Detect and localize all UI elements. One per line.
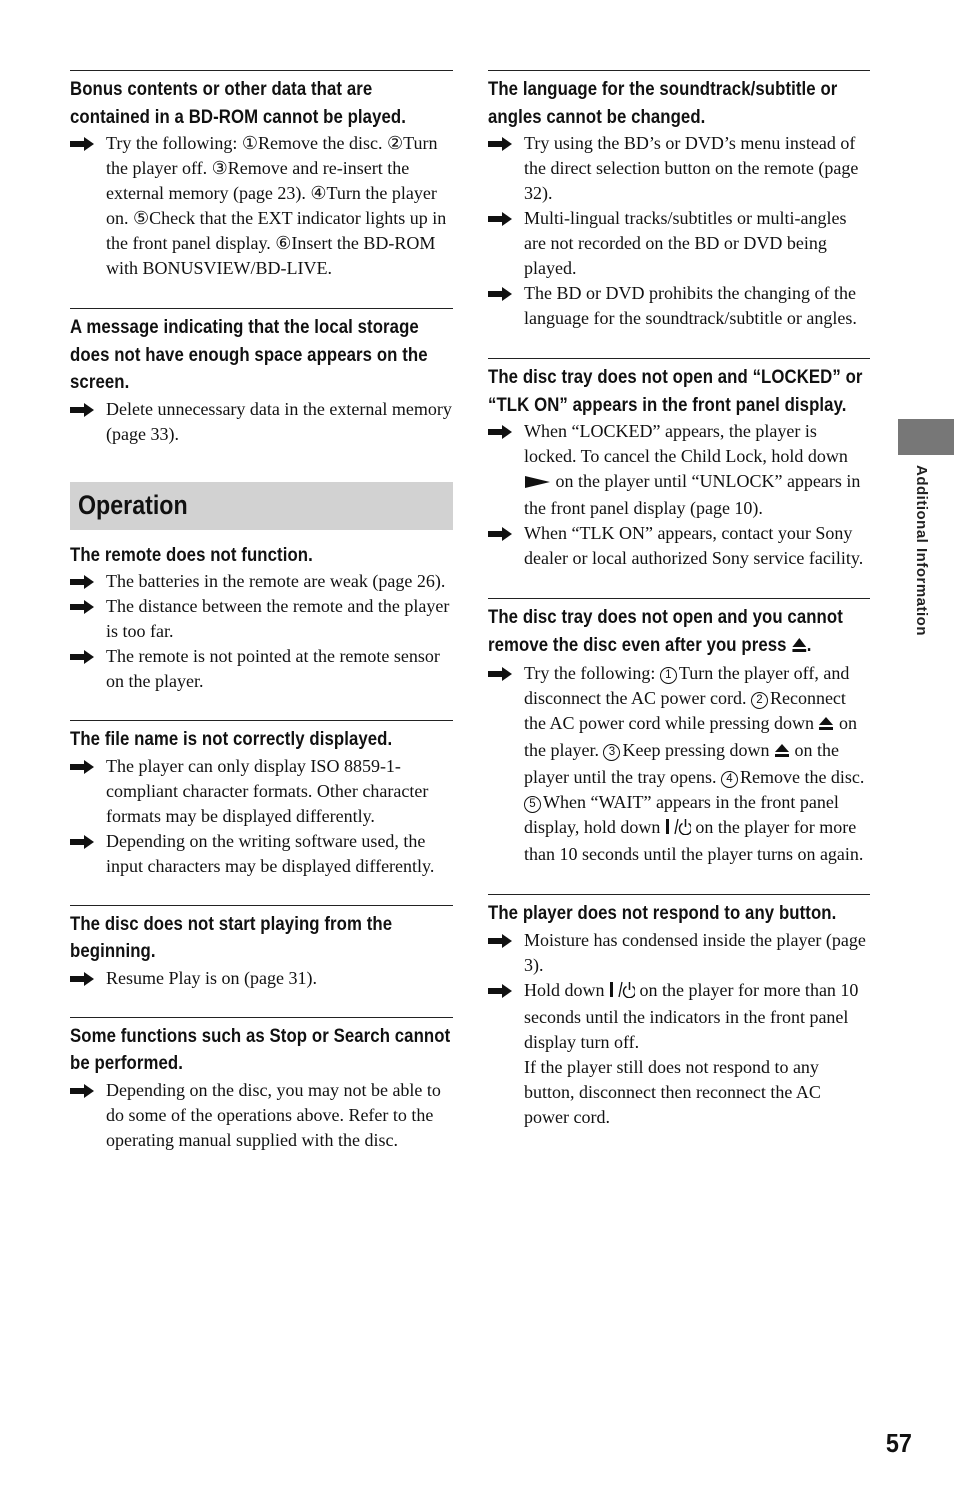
list-item: Try using the BD’s or DVD’s menu instead of the direct selection button on the remote (page 32). xyxy=(488,131,870,206)
section-file-name xyxy=(70,720,453,879)
list-item: Resume Play is on (page 31). xyxy=(70,966,453,991)
right-arrow-icon xyxy=(488,934,512,948)
right-arrow-icon xyxy=(70,650,94,664)
section-language xyxy=(488,70,870,331)
step-number-icon: 4 xyxy=(721,771,738,788)
section-heading: The remote does not function. xyxy=(70,543,313,566)
right-arrow-icon xyxy=(70,575,94,589)
eject-icon xyxy=(791,634,806,662)
play-icon xyxy=(524,471,551,496)
band-title: Operation xyxy=(78,490,188,520)
side-tab-marker xyxy=(898,419,954,455)
section-tray-locked xyxy=(488,358,870,571)
section-functions xyxy=(70,1017,453,1153)
step-number-icon: 1 xyxy=(660,667,677,684)
right-arrow-icon xyxy=(488,984,512,998)
right-arrow-icon xyxy=(70,600,94,614)
section-heading: Bonus contents or other data that are contained in a BD-ROM cannot be played. xyxy=(70,78,407,128)
list-item: Try the following: ①Remove the disc. ②Turn the player off. ③Remove and re-insert the external memory (page 23). ④Turn the player on. ⑤Check that the EXT indicator lights up in the front panel display. ⑥Insert the BD-ROM with BONUSVIEW/BD-LIVE. xyxy=(70,131,453,281)
list-item: The player can only display ISO 8859-1-compliant character formats. Other character formats may be displayed differently. xyxy=(70,754,453,829)
list-item: Delete unnecessary data in the external memory (page 33). xyxy=(70,397,453,447)
list-item: Hold down on the player for more than 10 seconds until the indicators in the front panel display turn off. If the player still does not respond to any button, disconnect then reconnect the AC power cord. xyxy=(488,978,870,1130)
section-heading: The disc does not start playing from the beginning. xyxy=(70,912,393,962)
section-disc-start xyxy=(70,905,453,991)
section-tray-no-open xyxy=(488,598,870,867)
right-arrow-icon xyxy=(488,425,512,439)
note-text: If the player still does not respond to any button, disconnect then reconnect the AC power cord. xyxy=(524,1056,821,1127)
right-column xyxy=(488,70,870,1130)
operation-band xyxy=(70,482,453,530)
section-heading: The disc tray does not open and “LOCKED” or “TLK ON” appears in the front panel display. xyxy=(488,366,863,416)
right-arrow-icon xyxy=(70,1084,94,1098)
right-arrow-icon xyxy=(488,287,512,301)
list-item: The distance between the remote and the player is too far. xyxy=(70,594,453,644)
list-item: Try the following: 1 Turn the player off, and disconnect the AC power cord. 2 Reconnect the AC power cord while pressing down on the player. 3 Keep pressing down on the player until the tray opens. 4 Remove the disc. 5 When “WAIT” appears in the front panel display, hold down on the player for more than 10 seconds until the player turns on again. xyxy=(488,661,870,867)
list-item: The remote is not pointed at the remote sensor on the player. xyxy=(70,644,453,694)
section-heading: A message indicating that the local storage does not have enough space appears on the screen. xyxy=(70,316,428,393)
section-heading: The language for the soundtrack/subtitle or angles cannot be changed. xyxy=(488,78,838,128)
section-heading: Some functions such as Stop or Search cannot be performed. xyxy=(70,1024,451,1074)
section-heading: The file name is not correctly displayed. xyxy=(70,728,393,750)
power-icon xyxy=(665,817,691,842)
list-item: Depending on the disc, you may not be able to do some of the operations above. Refer to the operating manual supplied with the disc. xyxy=(70,1078,453,1153)
eject-icon xyxy=(818,713,834,738)
section-heading: The player does not respond to any button. xyxy=(488,902,837,924)
section-remote xyxy=(70,542,453,695)
step-number-icon: 3 xyxy=(603,744,620,761)
section-local-storage xyxy=(70,308,453,447)
right-arrow-icon xyxy=(488,527,512,541)
right-arrow-icon xyxy=(70,835,94,849)
section-no-respond xyxy=(488,894,870,1130)
side-section-label: Additional Information xyxy=(913,465,930,636)
step-number-icon: 5 xyxy=(524,796,541,813)
right-arrow-icon xyxy=(488,667,512,681)
right-arrow-icon xyxy=(70,403,94,417)
right-arrow-icon xyxy=(488,212,512,226)
right-arrow-icon xyxy=(70,760,94,774)
left-column xyxy=(70,70,453,1153)
list-item: Multi-lingual tracks/subtitles or multi-angles are not recorded on the BD or DVD being played. xyxy=(488,206,870,281)
list-item: Moisture has condensed inside the player (page 3). xyxy=(488,928,870,978)
list-item: The BD or DVD prohibits the changing of the language for the soundtrack/subtitle or angles. xyxy=(488,281,870,331)
section-bonus-contents xyxy=(70,70,453,281)
page-number: 57 xyxy=(885,1428,912,1458)
list-item: Depending on the writing software used, the input characters may be displayed differently. xyxy=(70,829,453,879)
right-arrow-icon xyxy=(70,137,94,151)
list-item: When “TLK ON” appears, contact your Sony dealer or local authorized Sony service facility. xyxy=(488,521,870,571)
right-arrow-icon xyxy=(70,972,94,986)
list-item: When “LOCKED” appears, the player is locked. To cancel the Child Lock, hold down on the player until “UNLOCK” appears in the front panel display (page 10). xyxy=(488,419,870,521)
eject-icon xyxy=(774,740,790,765)
list-item: The batteries in the remote are weak (page 26). xyxy=(70,569,453,594)
section-heading: The disc tray does not open and you cannot remove the disc even after you press . xyxy=(488,604,869,661)
right-arrow-icon xyxy=(488,137,512,151)
power-icon xyxy=(609,980,635,1005)
step-number-icon: 2 xyxy=(751,692,768,709)
